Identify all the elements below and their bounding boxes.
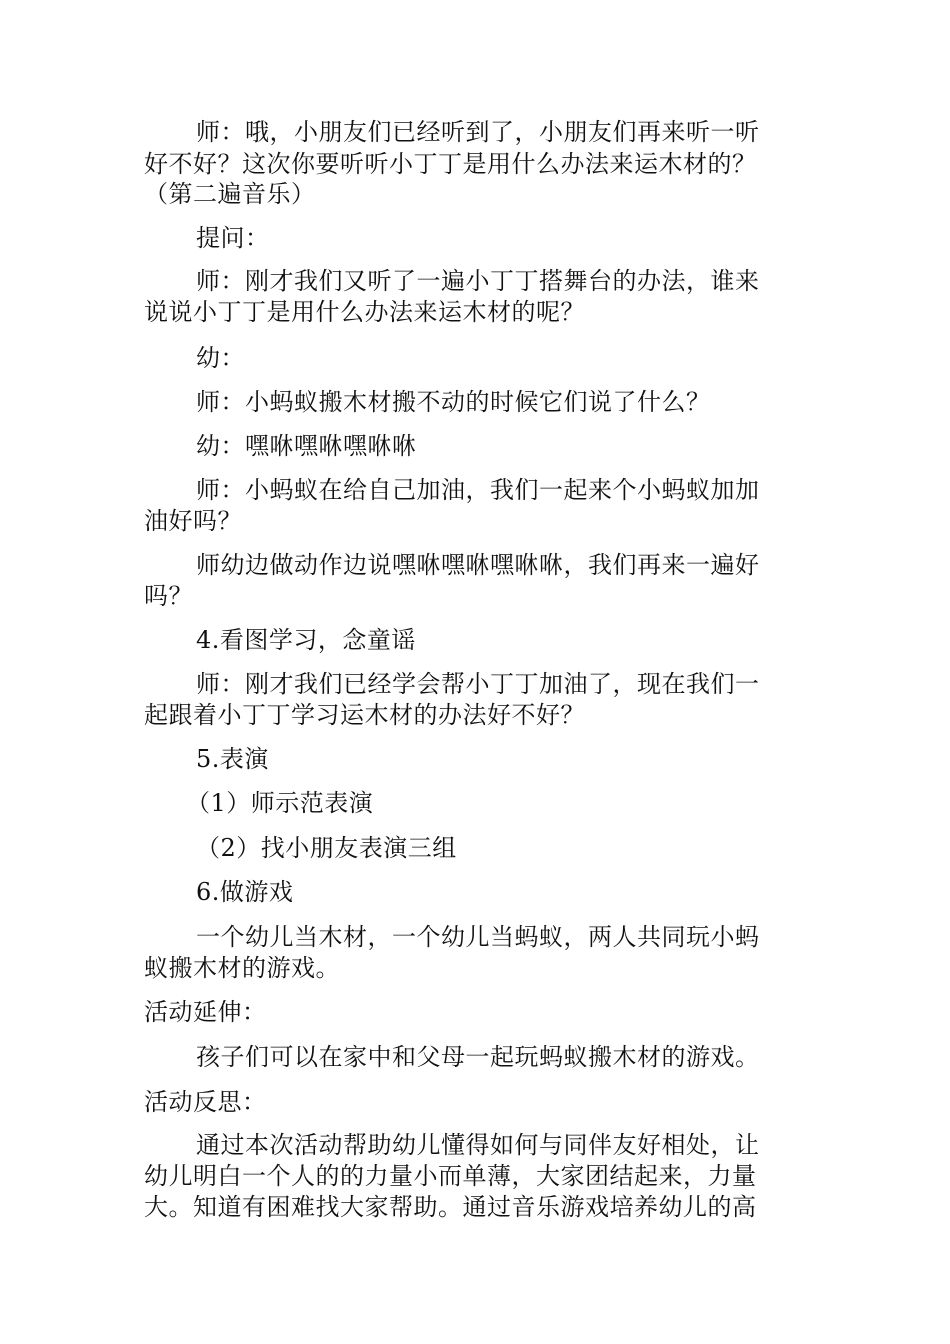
section-heading: 4.看图学习，念童谣 [196, 626, 416, 654]
paragraph-line: 好不好？这次你要听听小丁丁是用什么办法来运木材的？ [144, 150, 757, 178]
paragraph-line: （第二遍音乐） [144, 180, 316, 208]
section-heading: 6.做游戏 [196, 878, 294, 906]
paragraph-line: 提问： [196, 224, 270, 252]
paragraph-line: 大。知道有困难找大家帮助。通过音乐游戏培养幼儿的高 [144, 1193, 757, 1221]
list-item: （1）师示范表演 [186, 789, 374, 817]
list-item: （2）找小朋友表演三组 [196, 834, 457, 862]
paragraph-line: 幼儿明白一个人的的力量小而单薄，大家团结起来，力量 [144, 1162, 757, 1190]
paragraph-line: 师：刚才我们又听了一遍小丁丁搭舞台的办法，谁来 [196, 267, 760, 295]
paragraph-line: 孩子们可以在家中和父母一起玩蚂蚁搬木材的游戏。 [196, 1043, 760, 1071]
paragraph-line: 师：小蚂蚁搬木材搬不动的时候它们说了什么？ [196, 388, 711, 416]
paragraph-line: 说说小丁丁是用什么办法来运木材的呢？ [144, 298, 585, 326]
paragraph-line: 吗？ [144, 582, 193, 610]
paragraph-line: 油好吗？ [144, 507, 242, 535]
section-heading: 活动反思： [144, 1088, 267, 1116]
paragraph-line: 蚁搬木材的游戏。 [144, 954, 340, 982]
paragraph-line: 幼： [196, 344, 245, 372]
paragraph-line: 幼：嘿咻嘿咻嘿咻咻 [196, 432, 417, 460]
paragraph-line: 师幼边做动作边说嘿咻嘿咻嘿咻咻，我们再来一遍好 [196, 551, 760, 579]
section-heading: 活动延伸： [144, 998, 267, 1026]
paragraph-line: 师：刚才我们已经学会帮小丁丁加油了，现在我们一 [196, 670, 760, 698]
paragraph-line: 通过本次活动帮助幼儿懂得如何与同伴友好相处，让 [196, 1131, 760, 1159]
paragraph-line: 师：小蚂蚁在给自己加油，我们一起来个小蚂蚁加加 [196, 476, 760, 504]
paragraph-line: 师：哦，小朋友们已经听到了，小朋友们再来听一听 [196, 118, 760, 146]
section-heading: 5.表演 [196, 745, 269, 773]
paragraph-line: 起跟着小丁丁学习运木材的办法好不好？ [144, 701, 585, 729]
paragraph-line: 一个幼儿当木材，一个幼儿当蚂蚁，两人共同玩小蚂 [196, 923, 760, 951]
